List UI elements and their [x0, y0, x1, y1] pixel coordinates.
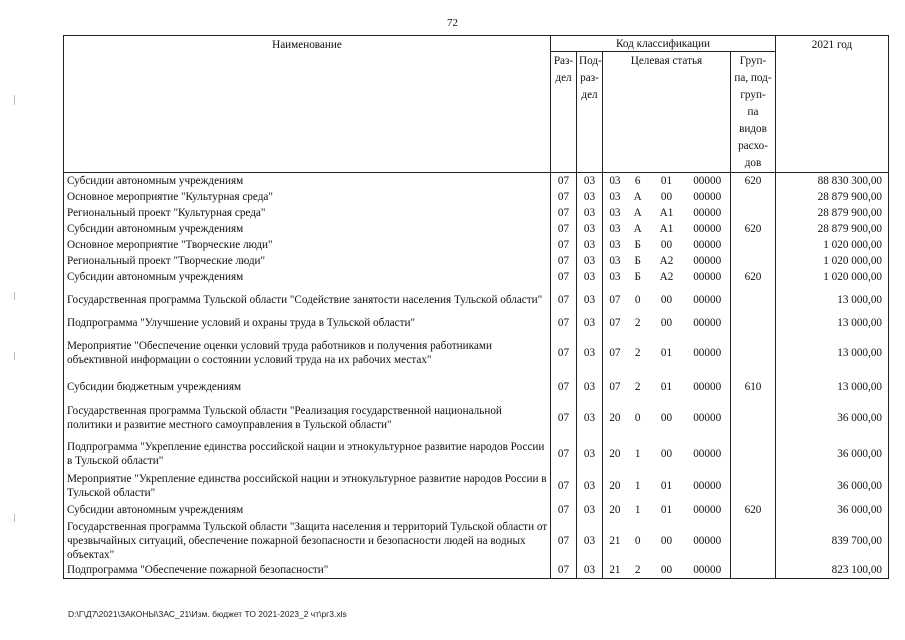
row-target-article — [603, 285, 731, 315]
row-razdel: 07 — [551, 519, 577, 563]
row-expense-group — [731, 205, 776, 221]
row-razdel: 07 — [551, 285, 577, 315]
header-name: Наименование — [64, 36, 551, 173]
row-razdel: 07 — [551, 189, 577, 205]
row-podrazdel: 03 — [577, 269, 603, 285]
row-target-article — [603, 331, 731, 376]
row-razdel: 07 — [551, 221, 577, 237]
row-article-program: 20 — [609, 503, 621, 516]
row-amount: 36 000,00 — [776, 501, 889, 519]
row-article-direction: 00000 — [693, 238, 722, 251]
row-expense-group — [731, 285, 776, 315]
row-name: Государственная программа Тульской области "Реализация государственной национальной политики и развитие местного самоуправления в Тульской области" — [64, 398, 551, 438]
row-article-program: 03 — [609, 190, 621, 203]
table-row — [64, 563, 889, 579]
row-podrazdel: 03 — [577, 501, 603, 519]
row-expense-group: 620 — [731, 221, 776, 237]
row-razdel: 07 — [551, 205, 577, 221]
row-podrazdel: 03 — [577, 376, 603, 398]
row-expense-group: 610 — [731, 376, 776, 398]
row-article-program: 03 — [609, 254, 621, 267]
row-article-subprogram: 2 — [634, 316, 641, 329]
row-amount: 36 000,00 — [776, 398, 889, 438]
row-podrazdel: 03 — [577, 398, 603, 438]
row-expense-group: 620 — [731, 269, 776, 285]
table-row — [64, 173, 889, 189]
row-article-direction: 00000 — [693, 347, 722, 359]
row-name: Региональный проект "Творческие люди" — [64, 253, 551, 269]
row-amount: 823 100,00 — [776, 563, 889, 579]
row-article-subprogram: 2 — [634, 380, 641, 393]
row-article-direction: 00000 — [693, 222, 722, 235]
row-podrazdel: 03 — [577, 189, 603, 205]
scan-artifact — [14, 292, 15, 300]
row-article-event: 00 — [660, 534, 673, 547]
row-expense-group — [731, 189, 776, 205]
table-row — [64, 376, 889, 398]
row-article-direction: 00000 — [693, 316, 722, 329]
row-name: Субсидии автономным учреждениям — [64, 269, 551, 285]
row-expense-group — [731, 253, 776, 269]
row-amount: 13 000,00 — [776, 331, 889, 376]
row-expense-group — [731, 237, 776, 253]
table-row — [64, 501, 889, 519]
row-target-article — [603, 253, 731, 269]
table-body — [64, 173, 889, 579]
row-name: Мероприятие "Укрепление единства российской нации и этнокультурное развитие народов России в Тульской области" — [64, 471, 551, 501]
row-article-event: 00 — [660, 190, 673, 203]
row-razdel: 07 — [551, 173, 577, 189]
row-article-event: 00 — [660, 448, 673, 460]
row-target-article — [603, 173, 731, 189]
row-podrazdel: 03 — [577, 285, 603, 315]
row-target-article — [603, 189, 731, 205]
row-expense-group — [731, 519, 776, 563]
row-target-article — [603, 269, 731, 285]
row-article-subprogram: А — [633, 222, 642, 235]
row-razdel: 07 — [551, 563, 577, 579]
row-razdel: 07 — [551, 331, 577, 376]
row-podrazdel: 03 — [577, 237, 603, 253]
row-article-subprogram: 2 — [634, 564, 641, 577]
row-expense-group — [731, 398, 776, 438]
row-article-subprogram: 1 — [634, 503, 641, 516]
row-article-direction: 00000 — [693, 479, 722, 492]
table-row — [64, 205, 889, 221]
row-article-event: 00 — [660, 238, 673, 251]
row-podrazdel: 03 — [577, 519, 603, 563]
row-amount: 36 000,00 — [776, 438, 889, 471]
row-article-subprogram: 0 — [634, 411, 641, 424]
row-target-article — [603, 237, 731, 253]
footer-file-path: D:\Г\Д7\2021\ЗАКОНЫ\ЗАС_21\Изм. бюджет ТО 2021-2023_2 чт\рг3.xls — [68, 609, 347, 619]
row-expense-group — [731, 471, 776, 501]
row-article-subprogram: 1 — [634, 448, 641, 460]
row-article-program: 20 — [609, 411, 621, 424]
row-article-direction: 00000 — [693, 174, 722, 187]
row-article-event: А1 — [659, 222, 674, 235]
row-article-event: А2 — [659, 270, 674, 283]
row-article-program: 03 — [609, 222, 621, 235]
table-row — [64, 269, 889, 285]
row-article-event: 00 — [660, 293, 673, 306]
row-target-article — [603, 315, 731, 331]
row-podrazdel: 03 — [577, 221, 603, 237]
table-row — [64, 285, 889, 315]
row-name: Подпрограмма "Укрепление единства российской нации и этнокультурное развитие народов России в Тульской области" — [64, 438, 551, 471]
row-article-event: 00 — [660, 316, 673, 329]
table-header — [64, 36, 889, 173]
row-razdel: 07 — [551, 501, 577, 519]
row-article-subprogram: Б — [634, 238, 641, 251]
row-article-program: 07 — [609, 380, 621, 393]
row-podrazdel: 03 — [577, 173, 603, 189]
row-name: Основное мероприятие "Творческие люди" — [64, 237, 551, 253]
row-expense-group: 620 — [731, 501, 776, 519]
row-article-event: А1 — [659, 206, 674, 219]
row-name: Подпрограмма "Улучшение условий и охраны труда в Тульской области" — [64, 315, 551, 331]
scan-artifact — [14, 352, 15, 360]
scan-artifact — [14, 95, 15, 105]
row-razdel: 07 — [551, 237, 577, 253]
row-target-article — [603, 221, 731, 237]
row-article-subprogram: 2 — [634, 347, 641, 359]
row-article-subprogram: Б — [634, 254, 641, 267]
row-article-subprogram: 1 — [634, 479, 641, 492]
row-article-event: 01 — [660, 503, 673, 516]
row-name: Мероприятие "Обеспечение оценки условий труда работников и получения работниками объективной информации о состоянии условий труда на их рабочих местах" — [64, 331, 551, 376]
row-amount: 28 879 900,00 — [776, 205, 889, 221]
scan-artifact — [14, 514, 15, 522]
row-podrazdel: 03 — [577, 253, 603, 269]
header-year: 2021 год — [776, 36, 889, 173]
row-amount: 36 000,00 — [776, 471, 889, 501]
table-row — [64, 438, 889, 471]
row-article-program: 03 — [609, 238, 621, 251]
row-podrazdel: 03 — [577, 315, 603, 331]
row-name: Основное мероприятие "Культурная среда" — [64, 189, 551, 205]
row-article-event: 01 — [660, 479, 673, 492]
row-article-program: 21 — [609, 534, 621, 547]
row-amount: 1 020 000,00 — [776, 237, 889, 253]
row-expense-group — [731, 438, 776, 471]
row-podrazdel: 03 — [577, 563, 603, 579]
table-row — [64, 471, 889, 501]
row-name: Субсидии автономным учреждениям — [64, 173, 551, 189]
row-article-program: 03 — [609, 270, 621, 283]
row-razdel: 07 — [551, 398, 577, 438]
row-article-program: 07 — [609, 293, 621, 306]
row-razdel: 07 — [551, 253, 577, 269]
row-name: Государственная программа Тульской области "Содействие занятости населения Тульской области" — [64, 285, 551, 315]
row-expense-group — [731, 315, 776, 331]
header-podrazdel: Под- раз- дел — [577, 52, 603, 173]
row-amount: 1 020 000,00 — [776, 269, 889, 285]
row-article-program: 03 — [609, 174, 621, 187]
row-article-program: 20 — [609, 448, 621, 460]
row-target-article — [603, 471, 731, 501]
table-row — [64, 398, 889, 438]
row-name: Субсидии бюджетным учреждениям — [64, 376, 551, 398]
row-name: Региональный проект "Культурная среда" — [64, 205, 551, 221]
row-amount: 28 879 900,00 — [776, 189, 889, 205]
row-razdel: 07 — [551, 376, 577, 398]
header-target-article: Целевая статья — [603, 52, 731, 173]
row-article-event: 01 — [660, 380, 673, 393]
row-article-subprogram: 6 — [634, 174, 641, 187]
row-name: Субсидии автономным учреждениям — [64, 221, 551, 237]
row-article-direction: 00000 — [693, 411, 722, 424]
row-article-direction: 00000 — [693, 564, 722, 577]
row-article-program: 07 — [609, 316, 621, 329]
table-row — [64, 237, 889, 253]
row-article-direction: 00000 — [693, 503, 722, 516]
row-name: Государственная программа Тульской области "Защита населения и территорий Тульской области от чрезвычайных ситуаций, обеспечение пожарной безопасности и безопасности людей на водных объектах" — [64, 519, 551, 563]
page-number: 72 — [447, 17, 458, 29]
row-target-article — [603, 501, 731, 519]
row-podrazdel: 03 — [577, 331, 603, 376]
row-article-direction: 00000 — [693, 190, 722, 203]
row-target-article — [603, 398, 731, 438]
row-podrazdel: 03 — [577, 471, 603, 501]
row-article-event: 01 — [660, 174, 673, 187]
row-article-subprogram: 0 — [634, 293, 641, 306]
row-article-direction: 00000 — [693, 270, 722, 283]
row-amount: 839 700,00 — [776, 519, 889, 563]
row-article-direction: 00000 — [693, 534, 722, 547]
row-amount: 1 020 000,00 — [776, 253, 889, 269]
table-row — [64, 221, 889, 237]
row-article-subprogram: 0 — [634, 534, 641, 547]
row-article-event: 00 — [660, 564, 673, 577]
row-razdel: 07 — [551, 315, 577, 331]
row-article-program: 20 — [609, 479, 621, 492]
row-article-subprogram: А — [633, 206, 642, 219]
row-article-subprogram: А — [633, 190, 642, 203]
row-expense-group — [731, 331, 776, 376]
row-name: Субсидии автономным учреждениям — [64, 501, 551, 519]
row-article-program: 21 — [609, 564, 621, 577]
row-article-direction: 00000 — [693, 206, 722, 219]
row-target-article — [603, 563, 731, 579]
row-razdel: 07 — [551, 269, 577, 285]
row-article-direction: 00000 — [693, 293, 722, 306]
row-podrazdel: 03 — [577, 205, 603, 221]
row-article-direction: 00000 — [693, 380, 722, 393]
row-expense-group — [731, 563, 776, 579]
table-row — [64, 253, 889, 269]
row-target-article — [603, 376, 731, 398]
row-expense-group: 620 — [731, 173, 776, 189]
row-article-program: 03 — [609, 206, 621, 219]
row-article-direction: 00000 — [693, 254, 722, 267]
row-target-article — [603, 438, 731, 471]
row-article-direction: 00000 — [693, 448, 722, 460]
row-article-event: 00 — [660, 411, 673, 424]
header-expense-group: Груп- па, под- груп- па видов расхо- дов — [731, 52, 776, 173]
table-row — [64, 519, 889, 563]
row-article-event: А2 — [659, 254, 674, 267]
row-article-subprogram: Б — [634, 270, 641, 283]
row-article-event: 01 — [660, 347, 673, 359]
row-target-article — [603, 519, 731, 563]
budget-table — [63, 35, 889, 579]
row-amount: 13 000,00 — [776, 376, 889, 398]
row-razdel: 07 — [551, 471, 577, 501]
row-podrazdel: 03 — [577, 438, 603, 471]
table-row — [64, 189, 889, 205]
header-razdel: Раз- дел — [551, 52, 577, 173]
row-amount: 13 000,00 — [776, 285, 889, 315]
row-razdel: 07 — [551, 438, 577, 471]
table-row — [64, 315, 889, 331]
row-name: Подпрограмма "Обеспечение пожарной безопасности" — [64, 563, 551, 579]
row-amount: 13 000,00 — [776, 315, 889, 331]
row-amount: 28 879 900,00 — [776, 221, 889, 237]
header-classification-code: Код классификации — [551, 36, 776, 52]
row-target-article — [603, 205, 731, 221]
row-article-program: 07 — [609, 347, 621, 359]
table-row — [64, 331, 889, 376]
row-amount: 88 830 300,00 — [776, 173, 889, 189]
